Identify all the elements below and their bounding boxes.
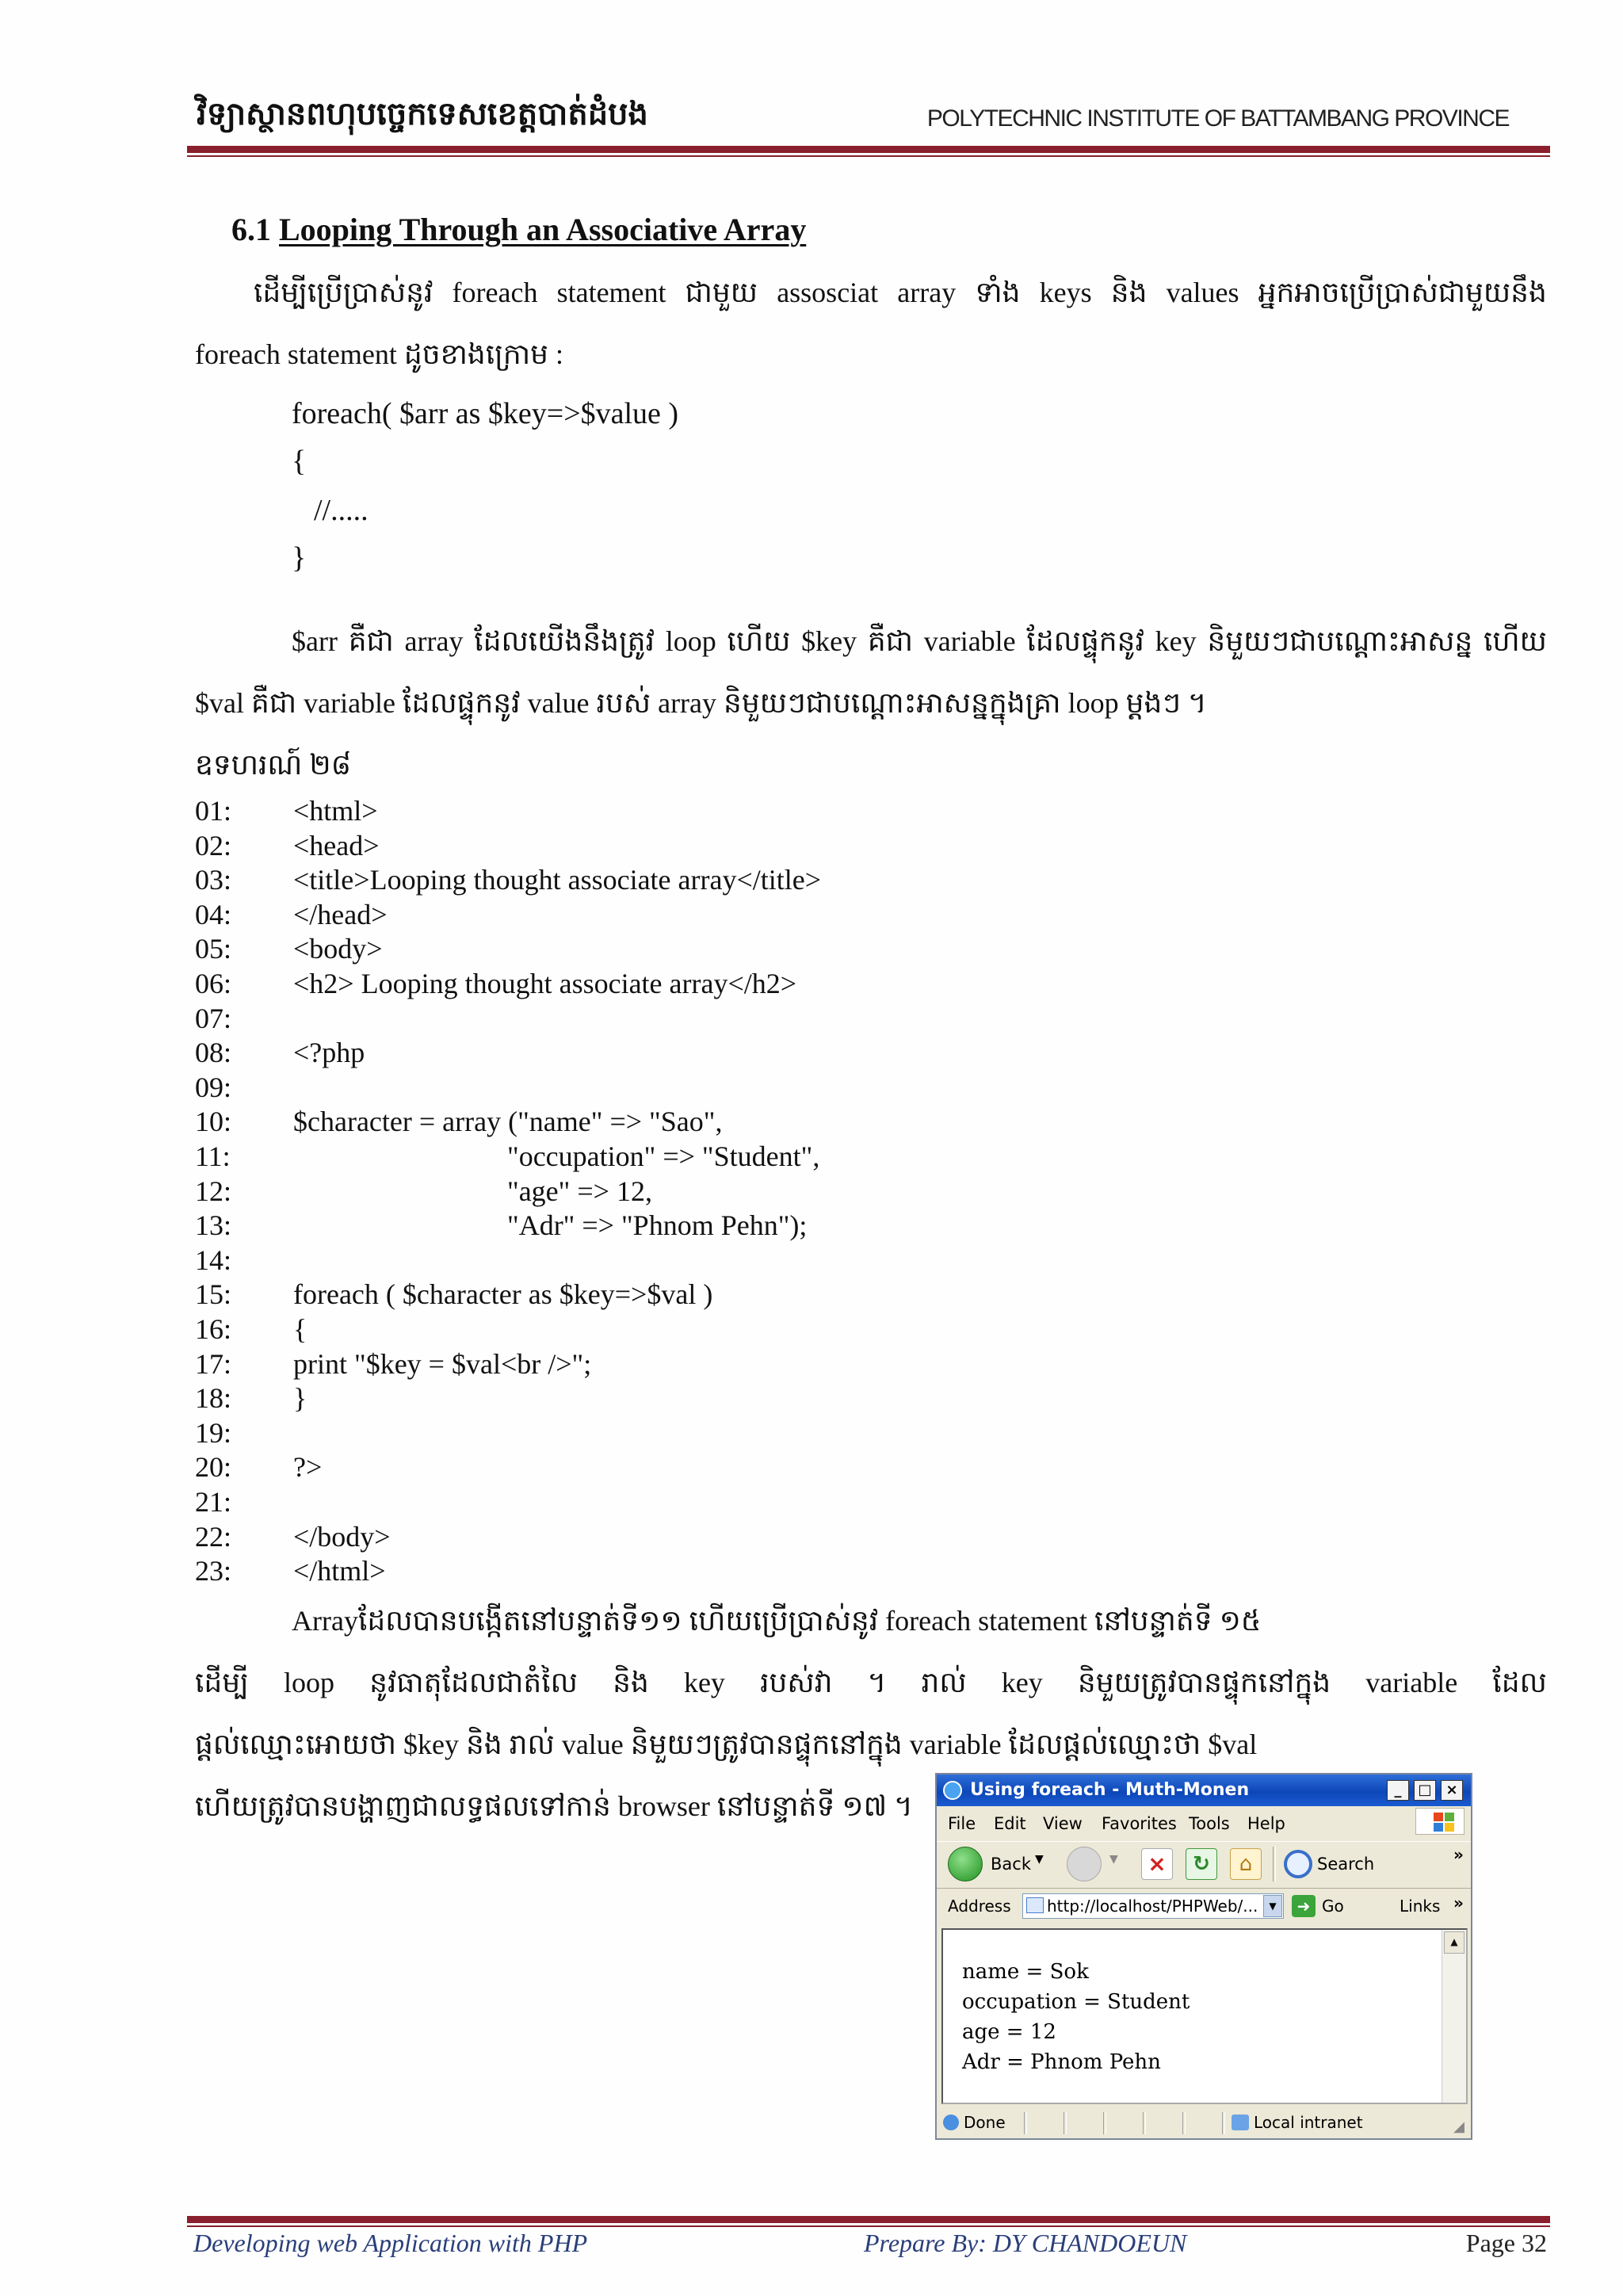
code-text: <title>Looping thought associate array</title> xyxy=(293,864,822,896)
institute-name-english: POLYTECHNIC INSTITUTE OF BATTAMBANG PROVINCE xyxy=(926,105,1509,132)
line-number: 07: xyxy=(195,1002,232,1034)
intro-word: និង xyxy=(1110,277,1148,308)
after-word: ។ xyxy=(867,1667,887,1698)
code-text: <?php xyxy=(293,1037,365,1069)
line-number: 12: xyxy=(195,1175,232,1207)
intro-word: ដើម្បីប្រើប្រាស់នូវ xyxy=(254,277,433,308)
intro-line-2: foreach statement ដូចខាងក្រោម : xyxy=(195,338,563,370)
line-number: 15: xyxy=(195,1278,232,1311)
line-number: 05: xyxy=(195,933,232,965)
vertical-scrollbar[interactable] xyxy=(1442,1930,1466,2103)
syntax-line-2: { xyxy=(292,445,307,478)
code-line xyxy=(195,1416,1146,1451)
minimize-button[interactable]: _ xyxy=(1387,1780,1409,1801)
footer-rule xyxy=(187,2216,1550,2223)
line-number: 17: xyxy=(195,1347,232,1380)
status-separator xyxy=(1024,2112,1027,2134)
section-heading: Looping Through an Associative Array xyxy=(279,212,807,247)
explain-word: និមួយៗជាបណ្តោះអាសន្ន xyxy=(1207,625,1473,657)
code-text: </html> xyxy=(293,1555,386,1587)
code-text: { xyxy=(293,1313,307,1345)
code-text: print "$key = $val<br />"; xyxy=(293,1347,592,1380)
section-number: 6.1 xyxy=(231,212,271,247)
code-line xyxy=(195,1485,1146,1520)
links-label[interactable]: Links xyxy=(1400,1897,1441,1916)
page-status-icon xyxy=(943,2115,959,2130)
line-number: 01: xyxy=(195,795,232,827)
after-word: ដើម្បី xyxy=(195,1667,249,1698)
syntax-line-3: //..... xyxy=(314,494,369,527)
header-rule-thin xyxy=(187,155,1550,157)
line-number: 10: xyxy=(195,1106,232,1138)
line-number: 19: xyxy=(195,1416,232,1449)
back-dropdown-icon[interactable]: ▼ xyxy=(1035,1853,1044,1866)
code-line xyxy=(195,1140,1146,1175)
page-icon xyxy=(1026,1897,1044,1913)
menu-tools[interactable]: Tools xyxy=(1189,1814,1230,1833)
code-line xyxy=(195,898,1146,933)
menu-edit[interactable]: Edit xyxy=(994,1814,1026,1833)
address-input[interactable] xyxy=(1022,1893,1284,1919)
footer-title: Developing web Application with PHP xyxy=(193,2229,588,2257)
address-dropdown-icon[interactable]: ▼ xyxy=(1263,1895,1282,1917)
intro-word: array xyxy=(897,277,957,308)
line-number: 13: xyxy=(195,1209,232,1242)
status-text: Done xyxy=(964,2113,1006,2132)
explain-word: គឺជា xyxy=(867,625,914,657)
after-word: និង xyxy=(613,1667,649,1698)
output-line: name = Sok xyxy=(962,1960,1089,1984)
line-number: 08: xyxy=(195,1037,232,1069)
line-number: 23: xyxy=(195,1555,232,1587)
institute-name-khmer: វិទ្យាស្ថានពហុបច្ចេកទេសខេត្តបាត់ដំបង xyxy=(197,96,648,132)
line-number: 04: xyxy=(195,898,232,930)
code-text: <head> xyxy=(293,829,380,861)
intro-word: keys xyxy=(1039,277,1092,308)
toolbar-separator xyxy=(1273,1847,1276,1881)
menu-help[interactable]: Help xyxy=(1247,1814,1285,1833)
syntax-line-4: } xyxy=(292,541,307,575)
maximize-button[interactable]: □ xyxy=(1414,1780,1436,1801)
code-line xyxy=(195,863,1146,898)
code-line xyxy=(195,1347,1146,1382)
home-icon[interactable]: ⌂ xyxy=(1230,1848,1262,1880)
intro-word: ជាមួយ xyxy=(685,277,758,308)
line-number: 06: xyxy=(195,968,232,999)
code-line xyxy=(195,1036,1146,1071)
explain-word: $key xyxy=(801,625,857,657)
code-line xyxy=(195,1554,1146,1589)
code-line xyxy=(195,967,1146,1002)
line-number: 16: xyxy=(195,1313,232,1345)
output-line: Adr = Phnom Pehn xyxy=(962,2050,1161,2074)
scroll-up-icon[interactable]: ▲ xyxy=(1444,1931,1465,1954)
after-word: រាល់ xyxy=(921,1667,967,1698)
toolbar-chevron-icon[interactable]: » xyxy=(1453,1845,1464,1864)
code-line xyxy=(195,1244,1146,1278)
line-number: 09: xyxy=(195,1071,232,1103)
code-text: <html> xyxy=(293,795,378,827)
code-line xyxy=(195,1105,1146,1140)
syntax-line-1: foreach( $arr as $key=>$value ) xyxy=(292,397,679,430)
stop-icon[interactable]: × xyxy=(1141,1848,1173,1880)
back-label[interactable]: Back xyxy=(991,1855,1031,1874)
code-listing xyxy=(195,794,1146,1595)
links-chevron-icon[interactable]: » xyxy=(1453,1893,1464,1912)
forward-arrow-icon[interactable] xyxy=(1067,1847,1102,1881)
explain-line-1 xyxy=(292,610,1547,672)
header-rule xyxy=(187,146,1550,153)
intro-word: អ្នកអាចប្រើប្រាស់ជាមួយនឹង xyxy=(1258,277,1547,308)
line-number: 02: xyxy=(195,829,232,861)
windows-logo-icon xyxy=(1415,1808,1465,1835)
browser-titlebar xyxy=(937,1775,1471,1806)
after-word: key xyxy=(683,1667,725,1698)
code-text: <body> xyxy=(293,933,383,965)
after-line-3: ផ្តល់ឈ្មោះអោយថា $key និង រាល់ value និមួយៗត្រូវបានផ្ទុកនៅក្នុង variable ដែលផ្តល់ឈ្មោះថា $val xyxy=(195,1729,1258,1760)
explain-word: ហើយ xyxy=(727,625,791,657)
go-arrow-icon[interactable]: ➜ xyxy=(1292,1895,1316,1917)
explain-word: $arr xyxy=(292,625,338,657)
code-text: $character = array ("name" => "Sao", xyxy=(293,1106,723,1138)
after-word: នូវធាតុដែលជាតំលៃ xyxy=(369,1667,578,1698)
code-line xyxy=(195,794,1146,829)
code-text: "occupation" => "Student", xyxy=(293,1140,820,1172)
line-number: 18: xyxy=(195,1382,232,1415)
line-number: 21: xyxy=(195,1486,232,1518)
code-line xyxy=(195,1520,1146,1555)
code-text: ?> xyxy=(293,1451,323,1484)
status-separator xyxy=(1182,2112,1186,2134)
resize-grip-icon[interactable]: ◢ xyxy=(1453,2118,1465,2135)
intro-word: values xyxy=(1166,277,1239,308)
intro-word: foreach xyxy=(452,277,538,308)
code-line xyxy=(195,1175,1146,1209)
status-separator xyxy=(1103,2112,1106,2134)
after-line-1: Arrayដែលបានបង្កើតនៅបន្ទាត់ទី១១ ហើយប្រើប្រាស់នូវ foreach statement នៅបន្ទាត់ទី ១៥ xyxy=(292,1605,1262,1637)
explain-word: ដែលយើងនឹងត្រូវ xyxy=(474,625,655,657)
explain-word: key xyxy=(1155,625,1197,657)
intro-word: assosciat xyxy=(777,277,879,308)
output-line: occupation = Student xyxy=(962,1990,1190,2014)
line-number: 14: xyxy=(195,1244,232,1276)
menu-file[interactable]: File xyxy=(948,1814,976,1833)
after-line-4: ហើយត្រូវបានបង្ហាញជាលទ្ធផលទៅកាន់ browser នៅបន្ទាត់ទី ១៧ ។ xyxy=(195,1790,913,1822)
browser-toolbar xyxy=(937,1841,1471,1889)
search-label[interactable]: Search xyxy=(1317,1855,1375,1874)
code-line xyxy=(195,1002,1146,1037)
output-line: age = 12 xyxy=(962,2020,1056,2044)
line-number: 22: xyxy=(195,1520,232,1553)
status-separator xyxy=(1143,2112,1146,2134)
code-text: foreach ( $character as $key=>$val ) xyxy=(293,1278,713,1311)
code-line xyxy=(195,1312,1146,1347)
code-line xyxy=(195,1450,1146,1485)
code-text: <h2> Looping thought associate array</h2> xyxy=(293,968,797,999)
explain-word: ដែលផ្ទុកនូវ xyxy=(1026,625,1144,657)
go-label[interactable]: Go xyxy=(1322,1897,1344,1916)
search-icon[interactable] xyxy=(1284,1850,1312,1878)
status-zone: Local intranet xyxy=(1254,2113,1363,2132)
code-line xyxy=(195,1381,1146,1416)
refresh-icon[interactable]: ↻ xyxy=(1186,1848,1217,1880)
menu-view[interactable]: View xyxy=(1043,1814,1083,1833)
line-number: 20: xyxy=(195,1451,232,1484)
line-number: 11: xyxy=(195,1140,231,1172)
intranet-icon xyxy=(1232,2115,1249,2130)
code-text: "Adr" => "Phnom Pehn"); xyxy=(293,1209,808,1242)
explain-word: array xyxy=(404,625,464,657)
footer-rule-thin xyxy=(187,2225,1550,2227)
line-number: 03: xyxy=(195,864,232,896)
intro-word: ទាំង xyxy=(975,277,1021,308)
section-title xyxy=(231,211,806,248)
address-value: http://localhost/PHPWeb/... xyxy=(1047,1897,1258,1916)
browser-window xyxy=(935,1773,1472,2140)
after-word: key xyxy=(1001,1667,1043,1698)
forward-dropdown-icon[interactable]: ▼ xyxy=(1109,1853,1118,1866)
browser-address-bar xyxy=(937,1889,1471,1924)
code-line xyxy=(195,932,1146,967)
code-text: </body> xyxy=(293,1520,391,1553)
address-label: Address xyxy=(948,1897,1011,1916)
back-arrow-icon[interactable] xyxy=(948,1847,983,1881)
code-line xyxy=(195,829,1146,864)
browser-title: Using foreach - Muth-Monen xyxy=(970,1780,1250,1800)
explain-word: ហើយ xyxy=(1483,625,1547,657)
ie-icon xyxy=(943,1781,962,1800)
page-number: Page 32 xyxy=(1465,2229,1547,2257)
code-text: "age" => 12, xyxy=(293,1175,652,1207)
close-button[interactable]: × xyxy=(1441,1780,1463,1801)
after-word: របស់វា xyxy=(760,1667,833,1698)
code-text: </head> xyxy=(293,898,388,930)
after-word: loop xyxy=(284,1667,335,1698)
after-word: variable xyxy=(1365,1667,1458,1698)
code-line xyxy=(195,1071,1146,1106)
footer-author: Prepare By: DY CHANDOEUN xyxy=(864,2229,1187,2257)
browser-menubar xyxy=(937,1808,1471,1839)
after-line-2 xyxy=(195,1652,1547,1713)
browser-statusbar xyxy=(937,2107,1471,2137)
explain-word: variable xyxy=(923,625,1016,657)
after-word: ដែល xyxy=(1492,1667,1547,1698)
explain-word: គឺជា xyxy=(348,625,394,657)
status-separator xyxy=(1064,2112,1067,2134)
status-separator xyxy=(1222,2112,1225,2134)
after-word: និមួយត្រូវបានផ្ទុកនៅក្នុង xyxy=(1077,1667,1331,1698)
menu-favorites[interactable]: Favorites xyxy=(1102,1814,1177,1833)
example-label: ឧទហរណ៍ ២៨ xyxy=(195,749,352,781)
explain-line-2: $val គឺជា variable ដែលផ្ទុកនូវ value របស់ array និមួយៗជាបណ្តោះអាសន្នក្នុងគ្រា loop ម្តងៗ ។ xyxy=(195,687,1207,719)
code-line xyxy=(195,1209,1146,1244)
intro-line-1 xyxy=(254,262,1547,323)
browser-content xyxy=(941,1928,1468,2104)
intro-word: statement xyxy=(556,277,666,308)
explain-word: loop xyxy=(665,625,716,657)
code-line xyxy=(195,1278,1146,1312)
code-text: } xyxy=(293,1382,307,1415)
